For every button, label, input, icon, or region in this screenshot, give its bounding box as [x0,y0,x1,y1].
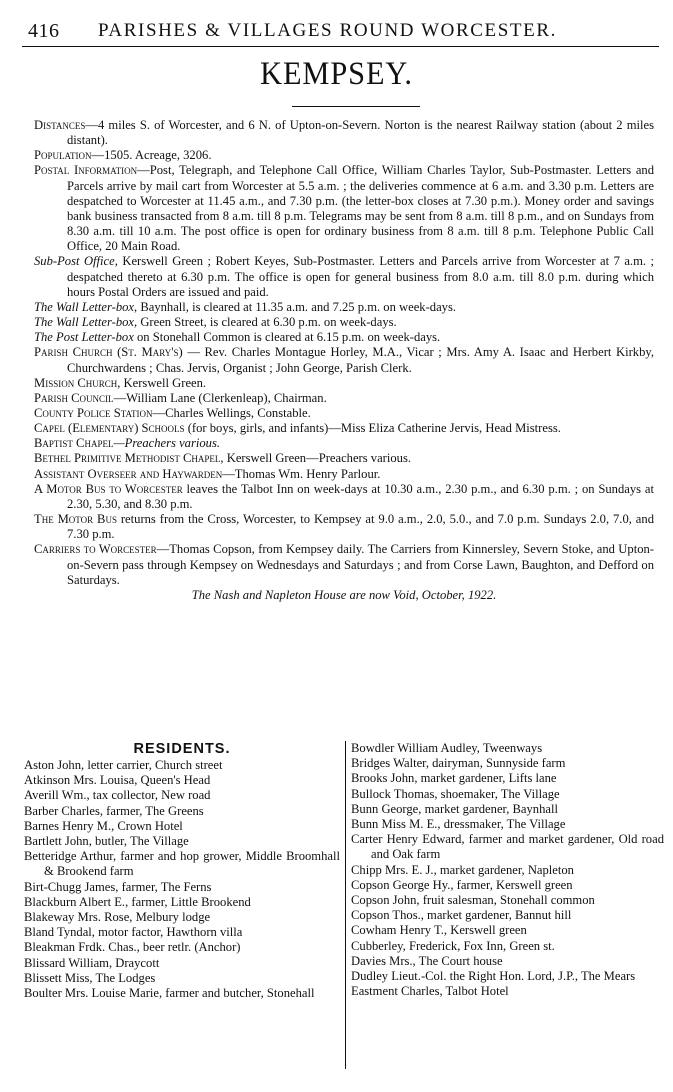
entry-population: Population—1505. Acreage, 3206. [34,148,212,163]
resident-entry: Chipp Mrs. E. J., market gardener, Napleton [351,862,574,877]
resident-entry: Brooks John, market gardener, Lifts lane [351,771,557,786]
residents-column-left [24,741,340,1001]
resident-entry: Copson Thos., market gardener, Bannut hill [351,908,572,923]
running-title: PARISHES & VILLAGES ROUND WORCESTER. [98,20,557,41]
resident-entry: Bartlett John, butler, The Village [24,834,189,849]
entry-capel-schools: Capel (Elementary) Schools (for boys, girls, and infants)—Miss Eliza Catherine Jervis, Head Mistress. [34,421,561,436]
entry-wall-letter-box-green-street: The Wall Letter-box, Green Street, is cleared at 6.30 p.m. on week-days. [34,315,397,330]
resident-entry: Averill Wm., tax collector, New road [24,788,211,803]
residents-list-left [24,758,340,1001]
residents-heading: RESIDENTS. [133,741,231,757]
resident-entry: Carter Henry Edward, farmer and market gardener, Old road and Oak farm [351,832,664,862]
resident-entry: Davies Mrs., The Court house [351,953,503,968]
resident-entry: Cowham Henry T., Kerswell green [351,923,527,938]
void-note: The Nash and Napleton House are now Void, October, 1922. [191,587,497,602]
entry-distances: Distances—4 miles S. of Worcester, and 6 N. of Upton-on-Severn. Norton is the nearest Railway station (about 2 miles distant). [34,118,654,148]
resident-entry: Bunn Miss M. E., dressmaker, The Village [351,817,566,832]
resident-entry: Cubberley, Frederick, Fox Inn, Green st. [351,938,555,953]
entry-motor-bus-to-worcester: A Motor Bus to Worcester leaves the Talbot Inn on week-days at 10.30 a.m., 2.30 p.m., and 6.30 p.m. ; on Sundays at 2.30, 5.30, and 8.30 p.m. [34,481,654,511]
entry-post-letter-box: The Post Letter-box on Stonehall Common is cleared at 6.15 p.m. on week-days. [34,330,441,345]
page-header [22,16,659,47]
resident-entry: Copson John, fruit salesman, Stonehall common [351,893,595,908]
parish-information [34,118,654,603]
residents-column-right [345,741,664,1069]
resident-entry: Blissett Miss, The Lodges [24,970,156,985]
title-rule [292,106,420,107]
resident-entry: Aston John, letter carrier, Church street [24,758,223,772]
entry-sub-post-office: Sub-Post Office, Kerswell Green ; Robert Keyes, Sub-Postmaster. Letters and Parcels arrive from Worcester at 7 a.m. ; despatched thereto at 6.30 p.m. The office is open for general business from 8.0 a.m. till 8.0 p.m. during which hours Postal Orders are issued and paid. [34,254,654,299]
entry-bethel-chapel: Bethel Primitive Methodist Chapel, Kerswell Green—Preachers various. [34,451,412,466]
resident-entry: Bunn George, market gardener, Baynhall [351,801,558,816]
resident-entry: Barber Charles, farmer, The Greens [24,803,204,818]
resident-entry: Copson George Hy., farmer, Kerswell green [351,877,573,892]
resident-entry: Blissard William, Draycott [24,955,160,970]
resident-entry: Dudley Lieut.-Col. the Right Hon. Lord, J.P., The Mears [351,969,636,984]
entry-motor-bus-return: The Motor Bus returns from the Cross, Worcester, to Kempsey at 9.0 a.m., 2.0, 5.0., and 7.0 p.m. Sundays 2.0, 7.0, and 7.30 p.m. [34,512,654,542]
resident-entry: Blackburn Albert E., farmer, Little Brookend [24,894,251,909]
resident-entry: Blakeway Mrs. Rose, Melbury lodge [24,910,211,925]
entry-assistant-overseer: Assistant Overseer and Haywarden—Thomas Wm. Henry Parlour. [34,466,381,481]
resident-entry: Bland Tyndal, motor factor, Hawthorn villa [24,925,243,940]
entry-parish-council: Parish Council—William Lane (Clerkenleap), Chairman. [34,390,327,405]
entry-postal-information: Postal Information—Post, Telegraph, and Telephone Call Office, William Charles Taylor, Sub-Postmaster. Letters and Parcels arrive by mail cart from Worcester at 5.5 a.m. ; the deliveries commence at 6 a.m. and 3.30 p.m. Letters are despatched to Worcester at 11.45 a.m., and 7.30 p.m. (the letter-box closes at 7.30 p.m.). Money order and savings bank business transacted from 8 a.m. till 8 p.m. Telegrams may be sent from 8 a.m. till 8 p.m., and on Sundays from 8.30 a.m. till 10 a.m. The post office is open for ordinary business from 8 a.m. till 8 p.m. Telephone Public Call Office, 20 Main Road. [34,163,655,254]
resident-entry: Barnes Henry M., Crown Hotel [24,818,183,833]
resident-entry: Atkinson Mrs. Louisa, Queen's Head [24,773,211,788]
entry-county-police-station: County Police Station—Charles Wellings, Constable. [34,405,311,420]
resident-entry: Betteridge Arthur, farmer and hop grower, Middle Broomhall & Brookend farm [24,849,340,879]
residents-list-right [351,741,664,999]
page-number: 416 [28,20,60,42]
entry-mission-church: Mission Church, Kerswell Green. [34,375,207,390]
entry-parish-church: Parish Church (St. Mary's) — Rev. Charles Montague Horley, M.A., Vicar ; Mrs. Amy A. Isaac and Herbert Kirkby, Churchwardens ; Chas. Jervis, Organist ; John George, Parish Clerk. [34,345,654,375]
resident-entry: Bridges Walter, dairyman, Sunnyside farm [351,756,566,771]
resident-entry: Eastment Charles, Talbot Hotel [351,984,509,999]
resident-entry: Boulter Mrs. Louise Marie, farmer and butcher, Stonehall [24,986,315,1001]
resident-entry: Bullock Thomas, shoemaker, The Village [351,786,560,801]
resident-entry: Bleakman Frdk. Chas., beer retlr. (Anchor) [24,940,241,955]
entry-baptist-chapel: Baptist Chapel—Preachers various. [34,436,221,451]
entry-wall-letter-box-baynhall: The Wall Letter-box, Baynhall, is cleared at 11.35 a.m. and 7.25 p.m. on week-days. [34,299,457,314]
entry-carriers: Carriers to Worcester—Thomas Copson, from Kempsey daily. The Carriers from Kinnersley, Severn Stoke, and Upton-on-Severn pass through Kempsey on Wednesdays and Saturdays ; and from Corse Lawn, Baughton, and Defford on Saturdays. [34,542,654,587]
page-title: KEMPSEY. [260,56,413,92]
resident-entry: Birt-Chugg James, farmer, The Ferns [24,879,212,894]
resident-entry: Bowdler William Audley, Tweenways [351,741,543,755]
